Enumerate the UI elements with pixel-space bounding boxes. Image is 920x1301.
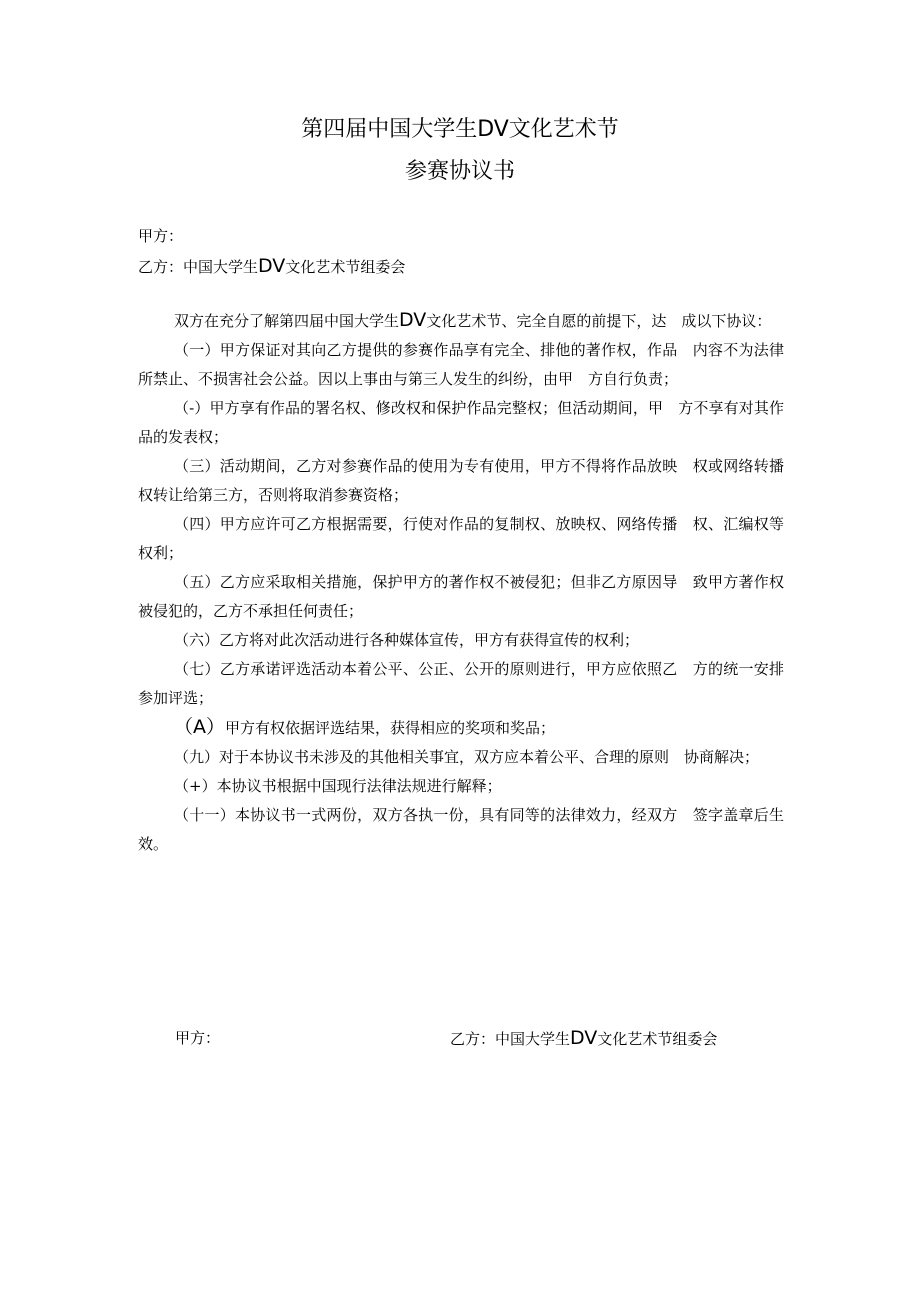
clause-5: （五）乙方应采取相关措施，保护甲方的著作权不被侵犯；但非乙方原因导 致甲方著作权被侵犯的，乙方不承担任何责任； <box>138 573 784 620</box>
clause-8 <box>138 713 784 743</box>
clause-9: （九）对于本协议书未涉及的其他相关事宜，双方应本着公平、合理的原则 协商解决； <box>174 748 760 766</box>
sign-b-dv: DV <box>570 1027 598 1049</box>
document-title: 第四届中国大学生DV文化艺术节 <box>301 117 619 142</box>
clause-2: （-）甲方享有作品的署名权、修改权和保护作品完整权；但活动期间，甲 方不享有对其作品的发表权； <box>138 399 784 446</box>
signature-party-b <box>450 1027 717 1049</box>
clause-11: （十一）本协议书一式两份，双方各执一份，具有同等的法律效力，经双方 签字盖章后生效。 <box>138 806 784 853</box>
clause-8-marker: （A） <box>174 716 225 738</box>
intro-prefix: 双方在充分了解第四届中国大学生 <box>174 312 400 330</box>
clause-1: （一）甲方保证对其向乙方提供的参赛作品享有完全、排他的著作权，作品 内容不为法律所禁止、不损害社会公益。因以上事由与第三人发生的纠纷，由甲 方自行负责； <box>138 341 784 388</box>
intro-suffix: 文化艺术节、完全自愿的前提下，达 成以下协议： <box>426 312 772 330</box>
clause-10: （+）本协议书根据中国现行法律法规进行解释； <box>174 777 502 795</box>
intro-dv: DV <box>399 309 427 331</box>
sign-b-suffix: 文化艺术节组委会 <box>597 1030 718 1048</box>
clause-8-text: 甲方有权依据评选结果，获得相应的奖项和奖品； <box>225 719 556 737</box>
party-b-line <box>138 256 405 277</box>
intro-paragraph <box>138 306 784 336</box>
document-subtitle: 参赛协议书 <box>404 159 515 184</box>
party-b-dv: DV <box>258 255 286 277</box>
clause-6: （六）乙方将对此次活动进行各种媒体宣传，甲方有获得宣传的权利； <box>174 631 640 649</box>
agreement-body <box>138 306 784 859</box>
party-b-suffix: 文化艺术节组委会 <box>285 258 406 276</box>
party-b-prefix: 乙方：中国大学生 <box>138 258 259 276</box>
clause-3: （三）活动期间，乙方对参赛作品的使用为专有使用，甲方不得将作品放映 权或网络转播权转让给第三方，否则将取消参赛资格； <box>138 457 784 504</box>
clause-4: （四）甲方应许可乙方根据需要，行使对作品的复制权、放映权、网络传播 权、汇编权等权利； <box>138 515 784 562</box>
party-a-line: 甲方： <box>138 227 184 245</box>
sign-b-prefix: 乙方：中国大学生 <box>450 1030 571 1048</box>
clause-7: （七）乙方承诺评选活动本着公平、公正、公开的原则进行，甲方应依照乙 方的统一安排参加评选； <box>138 660 784 707</box>
signature-party-a: 甲方： <box>175 1029 221 1047</box>
